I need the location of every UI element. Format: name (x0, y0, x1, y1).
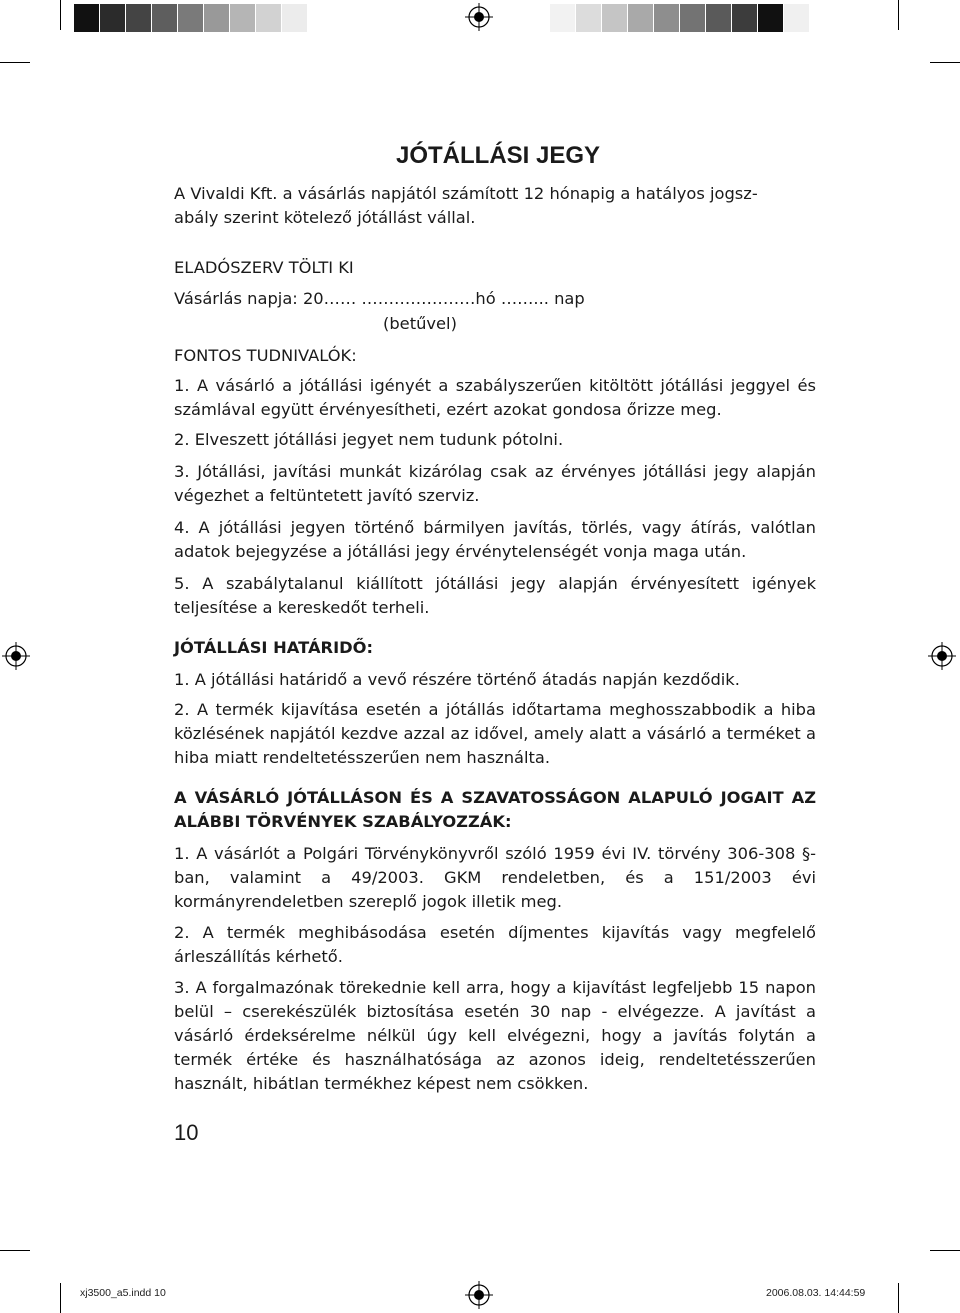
intro-line: A Vivaldi Kft. a vásárlás napjától számított 12 hónapig a hatályos jogsz- (174, 184, 758, 203)
registration-mark-icon (928, 642, 956, 670)
color-swatch (230, 4, 256, 32)
crop-mark (60, 0, 61, 30)
footer-timestamp: 2006.08.03. 14:44:59 (766, 1287, 866, 1299)
crop-mark (0, 1250, 30, 1251)
crop-mark (930, 1250, 960, 1251)
footer-file: xj3500_a5.indd 10 (80, 1287, 166, 1299)
color-swatch (602, 4, 628, 32)
rights-heading: A VÁSÁRLÓ JÓTÁLLÁSON ÉS A SZAVATOSSÁGON ALAPULÓ JOGAIT AZ ALÁBBI TÖRVÉNYEK SZABÁLYOZZÁK: (174, 788, 816, 831)
color-swatch (74, 4, 100, 32)
color-swatch (628, 4, 654, 32)
crop-mark (898, 0, 899, 30)
color-swatch (152, 4, 178, 32)
page-title: JÓTÁLLÁSI JEGY (396, 142, 601, 169)
color-swatch (576, 4, 602, 32)
important-item: 3. Jótállási, javítási munkát kizárólag csak az érvényes jótállási jegy alapján végezhet a feltüntetett javító szerviz. (174, 462, 816, 505)
color-bar-left (74, 4, 308, 32)
important-heading: FONTOS TUDNIVALÓK: (174, 346, 357, 365)
rights-item: 1. A vásárlót a Polgári Törvénykönyvről szóló 1959 évi IV. törvény 306-308 §-ban, valamint a 49/2003. GKM rendeletben, és a 151/2003 évi kormányrendeletben szereplő jogok illetik meg. (174, 844, 816, 911)
registration-mark-icon (465, 3, 493, 31)
crop-mark (60, 1283, 61, 1313)
color-swatch (100, 4, 126, 32)
rights-item: 2. A termék meghibásodása esetén díjmentes kijavítás vagy megfelelő árleszállítás kérhető. (174, 923, 816, 966)
deadline-heading: JÓTÁLLÁSI HATÁRIDŐ: (174, 638, 374, 657)
color-swatch (680, 4, 706, 32)
in-words-label: (betűvel) (383, 314, 457, 333)
color-swatch (732, 4, 758, 32)
page-number: 10 (174, 1120, 199, 1145)
deadline-item: 1. A jótállási határidő a vevő részére történő átadás napján kezdődik. (174, 670, 740, 689)
color-swatch (282, 4, 308, 32)
seller-heading: ELADÓSZERV TÖLTI KI (174, 258, 354, 277)
color-swatch (654, 4, 680, 32)
crop-mark (898, 1283, 899, 1313)
deadline-item: 2. A termék kijavítása esetén a jótállás időtartama meghosszabbodik a hiba közlésének napjától kezdve azzal az idővel, amely alatt a vásárló a terméket a hiba miatt rendeltetésszerűen nem használta. (174, 700, 816, 767)
color-swatch (784, 4, 810, 32)
color-swatch (758, 4, 784, 32)
registration-mark-icon (2, 642, 30, 670)
intro-line: abály szerint kötelező jótállást vállal. (174, 208, 476, 227)
purchase-date-line: Vásárlás napja: 20…… …………………hó ……... nap (174, 289, 585, 308)
color-swatch (256, 4, 282, 32)
color-bar-right (550, 4, 810, 32)
crop-mark (930, 62, 960, 63)
registration-mark-icon (465, 1281, 493, 1309)
crop-mark (0, 62, 30, 63)
important-item: 5. A szabálytalanul kiállított jótállási jegy alapján érvényesített igények teljesítése a kereskedőt terheli. (174, 574, 816, 617)
color-swatch (126, 4, 152, 32)
important-item: 1. A vásárló a jótállási igényét a szabályszerűen kitöltött jótállási jeggyel és számlával együtt érvényesítheti, ezért azokat gondosa őrizze meg. (174, 376, 816, 419)
color-swatch (706, 4, 732, 32)
color-swatch (550, 4, 576, 32)
color-swatch (204, 4, 230, 32)
important-item: 2. Elveszett jótállási jegyet nem tudunk pótolni. (174, 430, 564, 449)
rights-item: 3. A forgalmazónak törekednie kell arra, hogy a kijavítást legfeljebb 15 napon belül – cserekészülék biztosítása esetén 30 nap - elvégezze. A javítást a vásárló érdeksérelme nélkül úgy kell elvégezni, hogy a javítás folytán a termék értéke és használhatósága az azonos ideig, rendeltetésszerűen használt, hibátlan termékhez képest nem csökken. (174, 978, 816, 1093)
color-swatch (178, 4, 204, 32)
important-item: 4. A jótállási jegyen történő bármilyen javítás, törlés, vagy átírás, valótlan adatok bejegyzése a jótállási jegy érvénytelenségét vonja maga után. (174, 518, 816, 561)
